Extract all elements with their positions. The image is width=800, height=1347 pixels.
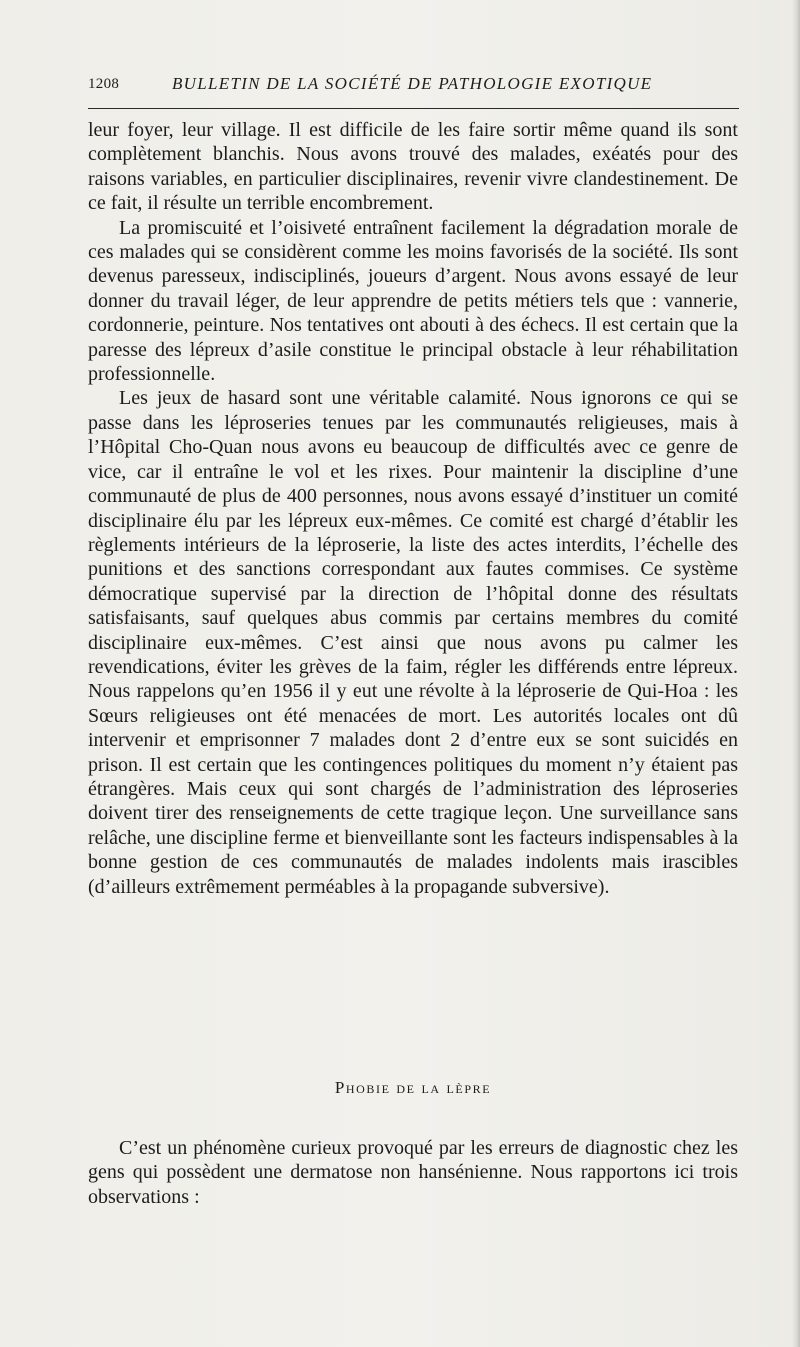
paragraph-idleness: La promiscuité et l’oisiveté entraînent facilement la dégradation morale de ces malades qui se considèrent comme les moins favorisés de la société. Ils sont devenus paresseux, indisciplinés, joueurs d’argent. Nous avons essayé de leur donner du travail léger, de leur apprendre de petits métiers tels que : vannerie, cordonnerie, peinture. Nos tentatives ont abouti à des échecs. Il est certain que la paresse des lépreux d’asile constitue le principal obstacle à leur réhabilitation professionnelle. bbox=[88, 216, 738, 386]
page-edge-shadow bbox=[792, 0, 800, 1347]
section-body bbox=[88, 1136, 738, 1209]
section-heading: Phobie de la lèpre bbox=[334, 1078, 492, 1097]
paragraph-continuation: leur foyer, leur village. Il est difficile de les faire sortir même quand ils sont complètement blanchis. Nous avons trouvé des malades, exéatés pour des raisons variables, en particulier disciplinaires, revenir vivre clandestinement. De ce fait, il résulte un terrible encombrement. bbox=[88, 119, 738, 215]
page-number: 1208 bbox=[88, 76, 120, 92]
header-rule bbox=[88, 108, 739, 109]
running-header bbox=[88, 74, 740, 100]
paragraph-leprophobia: C’est un phénomène curieux provoqué par les erreurs de diagnostic chez les gens qui possèdent une dermatose non hansénienne. Nous rapportons ici trois observations : bbox=[88, 1137, 738, 1208]
article-body bbox=[88, 118, 738, 899]
journal-title: BULLETIN DE LA SOCIÉTÉ DE PATHOLOGIE EXOTIQUE bbox=[172, 74, 653, 93]
paragraph-gambling: Les jeux de hasard sont une véritable calamité. Nous ignorons ce qui se passe dans les léproseries tenues par les communautés religieuses, mais à l’Hôpital Cho-Quan nous avons eu beaucoup de difficultés avec ce genre de vice, car il entraîne le vol et les rixes. Pour maintenir la discipline d’une communauté de plus de 400 personnes, nous avons essayé d’instituer un comité disciplinaire élu par les lépreux eux-mêmes. Ce comité est chargé d’établir les règlements intérieurs de la léproserie, la liste des actes interdits, l’échelle des punitions et des sanctions correspondant aux fautes commises. Ce système démocratique supervisé par la direction de l’hôpital donne des résultats satisfaisants, sauf quelques abus commis par certains membres du comité disciplinaire eux-mêmes. C’est ainsi que nous avons pu calmer les revendications, éviter les grèves de la faim, régler les différends entre lépreux. Nous rappelons qu’en 1956 il y eut une révolte à la léproserie de Qui-Hoa : les Sœurs religieuses ont été menacées de mort. Les autorités locales ont dû intervenir et emprisonner 7 malades dont 2 d’entre eux se sont suicidés en prison. Il est certain que les contingences politiques du moment n’y étaient pas étrangères. Mais ceux qui sont chargés de l’administration des léproseries doivent tirer des renseignements de cette tragique leçon. Une surveillance sans relâche, une discipline ferme et bienveillante sont les facteurs indispensables à la bonne gestion de ces communautés de malades indolents mais irascibles (d’ailleurs extrêmement perméables à la propagande subversive). bbox=[88, 387, 738, 898]
